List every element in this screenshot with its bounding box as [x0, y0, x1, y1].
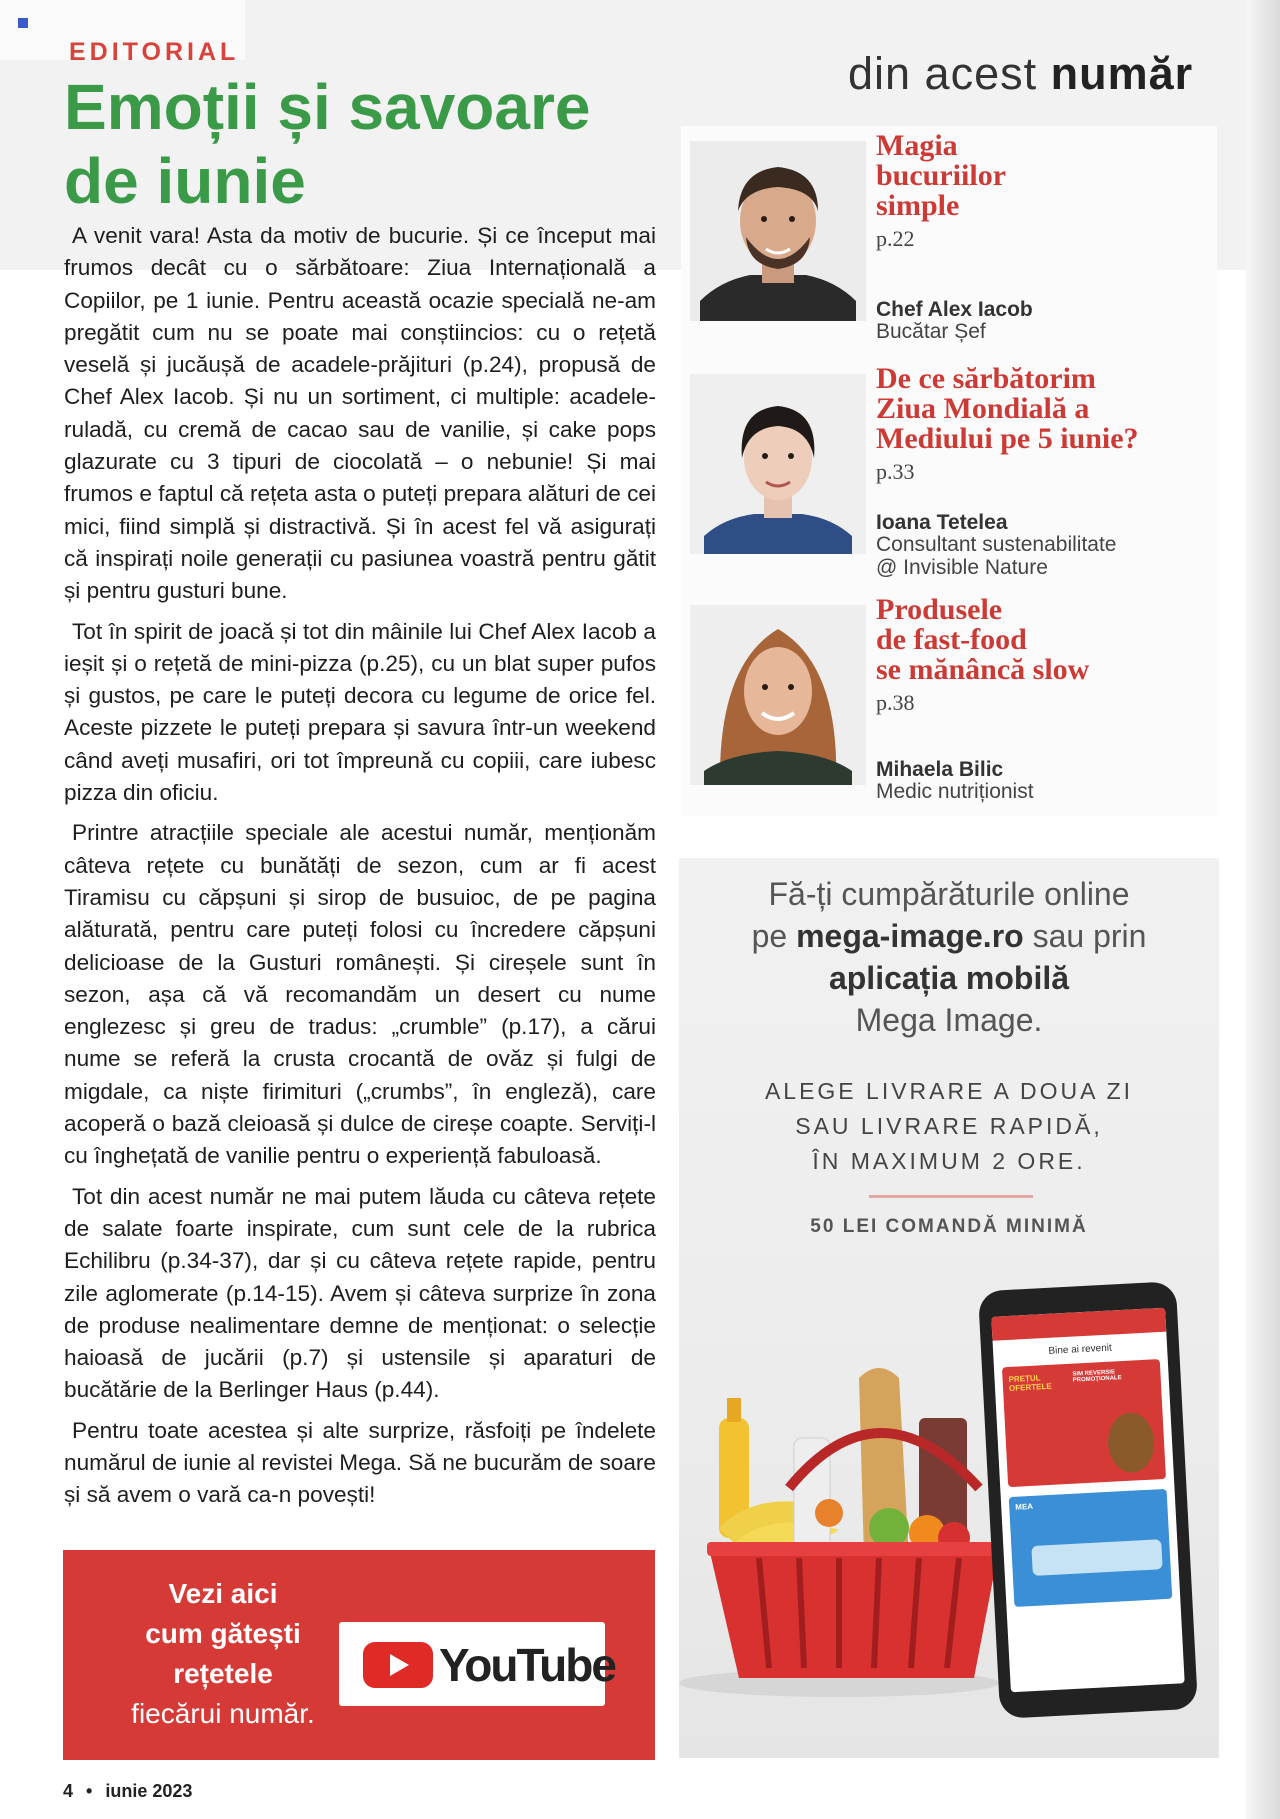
article-page: p.38	[876, 690, 915, 715]
title-line: se mănâncă slow	[876, 653, 1090, 686]
issue-contents-heading	[848, 48, 1193, 100]
role-line: Consultant sustenabilitate	[876, 533, 1117, 556]
youtube-logo-button[interactable]	[339, 1622, 615, 1706]
ad-line: Mega Image.	[855, 1002, 1043, 1038]
online-shopping-ad[interactable]	[679, 858, 1219, 1758]
article-page: p.33	[876, 459, 915, 484]
title-line: bucuriilor	[876, 159, 1007, 192]
ad-text: sau prin	[1032, 918, 1147, 954]
delivery-line: SAU LIVRARE RAPIDĂ,	[795, 1113, 1103, 1139]
author-role	[876, 533, 1117, 579]
article-page: p.22	[876, 226, 915, 251]
title-line: de fast-food	[876, 623, 1027, 656]
youtube-play-icon	[363, 1642, 433, 1688]
app-greeting: Bine ai revenit	[1048, 1342, 1113, 1357]
author-photo-alex-iacob	[690, 141, 866, 321]
minimum-order: 50 LEI COMANDĂ MINIMĂ	[810, 1216, 1088, 1237]
title-line: Mediului pe 5 iunie?	[876, 422, 1139, 455]
title-line: Magia	[876, 129, 958, 162]
contents-item[interactable]	[690, 362, 1220, 579]
role-line: Bucătar Șef	[876, 320, 986, 343]
title-line: Produsele	[876, 593, 1003, 626]
app-promo-text: SIM REVERSIE PROMOȚIONALE	[1072, 1369, 1122, 1384]
delivery-line: ALEGE LIVRARE A DOUA ZI	[764, 1078, 1134, 1104]
article-paragraph: Printre atracțiile speciale ale acestui număr, menționăm câteva rețete cu bunătăți de sezon, cum ar fi acest Tiramisu cu căpșuni și sirop de busuioc, de pe pagina alăturată, pentru care puteți folosi cu încredere căpșuni delicioase de la Gusturi românești. Și cireșele sunt în sezon, așa că vă recomandăm un desert cu nume englezesc și greu de tradus: „crumble” (p.17), a cărui nume se referă la crusta crocantă de ovăz și fulgi de migdale, ca niște firimituri („crumbs”, în engleză), care acoperă o bază cleioasă și dulce de cireșe coapte. Serviți-l cu înghețată de vanilie pentru o experiență fabuloasă.	[64, 820, 656, 1169]
section-kicker: EDITORIAL	[69, 38, 240, 66]
article-paragraph: Pentru toate acestea și alte surprize, răsfoiți pe îndelete numărul de iunie al revistei Mega. Să ne bucurăm de soare și să avem o vară ca-n povești!	[64, 1417, 656, 1508]
youtube-banner-text	[83, 1574, 363, 1734]
contents-item[interactable]	[690, 593, 1220, 803]
page-title: Emoții și savoare de iunie	[64, 71, 591, 217]
article-title	[876, 364, 1139, 454]
heading-bold: număr	[1050, 48, 1194, 99]
role-line: Medic nutriționist	[876, 780, 1034, 803]
page-number: 4	[63, 1781, 74, 1801]
author-name: Ioana Tetelea	[876, 511, 1008, 534]
author-photo-ioana-tetelea	[690, 374, 866, 554]
ad-divider	[869, 1195, 1033, 1198]
title-line: simple	[876, 189, 960, 222]
phone-illustration	[978, 1281, 1198, 1719]
app-header-bar	[991, 1308, 1166, 1341]
author-name: Chef Alex Iacob	[876, 298, 1033, 321]
role-line: @ Invisible Nature	[876, 556, 1048, 579]
article-title	[876, 131, 1006, 221]
author-photo-mihaela-bilic	[690, 605, 866, 785]
app-promo-text: PREȚUL OFERTELE	[1008, 1373, 1052, 1393]
ad-app-link[interactable]: aplicația mobilă	[828, 960, 1070, 996]
title-line: Ziua Mondială a	[876, 392, 1090, 425]
ad-line	[679, 918, 1219, 955]
author-name: Mihaela Bilic	[876, 758, 1004, 781]
phone-screen	[991, 1308, 1184, 1693]
title-line: De ce sărbătorim	[876, 362, 1096, 395]
app-promo-card	[1002, 1359, 1166, 1487]
page-spine-shadow	[1246, 0, 1280, 1819]
author-role	[876, 780, 1034, 803]
youtube-banner[interactable]	[63, 1550, 655, 1760]
article-paragraph: Tot din acest număr ne mai putem lăuda cu câteva rețete de salate foarte inspirate, cum sunt cele de la rubrica Echilibru (p.34-37), dar și cu câteva rețete rapide, pentru zile aglomerate (p.14-15). Avem și câteva surprize în zona de produse nealimentare demne de menționat: o selecție haioasă de jucării (p.7) și ustensile și aparaturi de bucătărie de la Berlinger Haus (p.44).	[64, 1183, 656, 1403]
heading-light: din acest	[848, 48, 1038, 99]
article-paragraph: A venit vara! Asta da motiv de bucurie. Și ce început mai frumos decât cu o sărbătoare: Ziua Internațională a Copiilor, pe 1 iunie. Pentru această ocazie specială ne-am pregătit cum nu se poate mai conștiincios: cu o rețetă veselă și jucăușă de acadele-prăjituri (p.24), propusă de Chef Alex Iacob. Și nu un sortiment, ci multiple: acadele-ruladă, cu cremă de cacao sau de vanilie, și cake pops glazurate cu 3 tipuri de ciocolată – o nebunie! Și mai frumos e faptul că rețeta asta o puteți prepara alături de cei mici, fiind simplă și distractivă. Și în acest fel vă asigurați că inspirați noile generații cu pasiunea voastră pentru gătit și pentru gusturi bune.	[64, 223, 656, 604]
banner-line: rețetele	[173, 1658, 273, 1689]
delivery-line: ÎN MAXIMUM 2 ORE.	[812, 1148, 1086, 1174]
youtube-wordmark: YouTube	[439, 1639, 615, 1691]
app-blue-card	[1009, 1489, 1173, 1607]
page-footer	[63, 1781, 192, 1802]
app-mascot-icon	[1107, 1412, 1156, 1474]
app-blue-text: MEA	[1015, 1501, 1034, 1512]
banner-line: fiecărui număr.	[131, 1698, 315, 1729]
app-product-strip	[1031, 1539, 1162, 1576]
corner-flag-icon	[18, 18, 28, 28]
footer-separator: •	[86, 1781, 93, 1801]
article-title	[876, 595, 1089, 685]
ad-website-link[interactable]: mega-image.ro	[796, 918, 1024, 954]
contents-item[interactable]	[690, 129, 1220, 343]
issue-date: iunie 2023	[105, 1781, 193, 1801]
ad-text: pe	[751, 918, 788, 954]
article-paragraph: Tot în spirit de joacă și tot din mâinile lui Chef Alex Iacob a ieșit și o rețetă de mini-pizza (p.25), cu un blat super pufos și gustos, pe care le puteți decora cu legume de orice fel. Aceste pizzete le puteți prepara și savura într-un weekend când aveți musafiri, ori tot împreună cu copiii, care iubesc pizza din oficiu.	[64, 618, 656, 806]
ad-line: Fă-ți cumpărăturile online	[768, 876, 1130, 912]
banner-line: cum gătești	[145, 1618, 301, 1649]
banner-line: Vezi aici	[168, 1578, 278, 1609]
editorial-article	[64, 220, 656, 1520]
ad-line	[679, 960, 1219, 997]
author-role	[876, 320, 986, 343]
